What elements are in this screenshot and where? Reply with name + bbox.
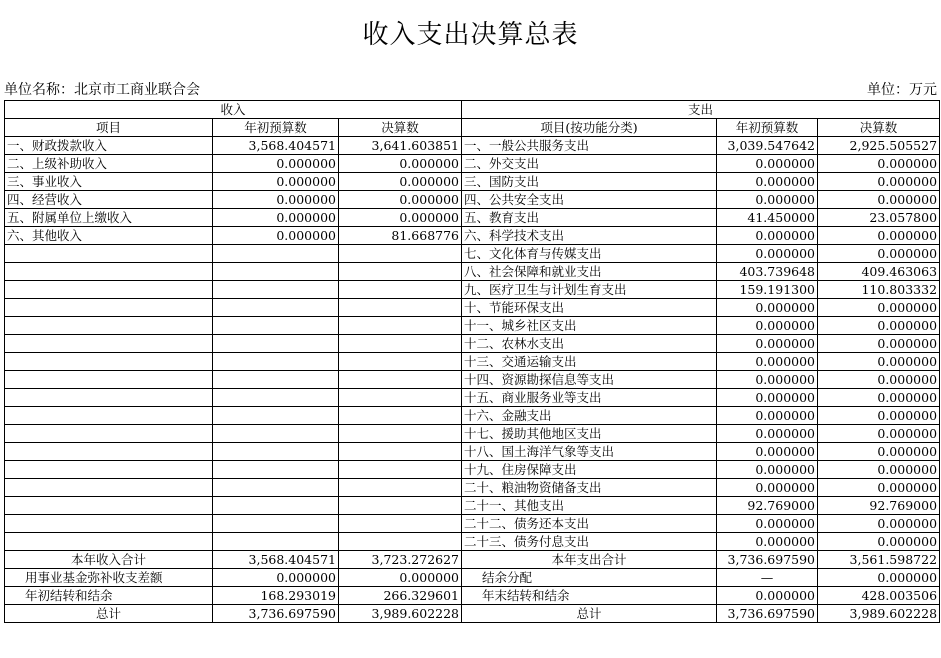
income-item: 三、事业收入 (5, 173, 213, 191)
expense-actual: 0.000000 (818, 371, 940, 389)
budget-table (4, 100, 940, 623)
expense-budget: 0.000000 (717, 191, 818, 209)
income-item (5, 479, 213, 497)
expense-item: 十二、农林水支出 (462, 335, 717, 353)
summary-row (5, 551, 940, 569)
expense-item: 年末结转和结余 (462, 587, 717, 605)
income-budget (213, 533, 339, 551)
expense-budget: 0.000000 (717, 299, 818, 317)
expense-item: 八、社会保障和就业支出 (462, 263, 717, 281)
income-budget: 0.000000 (213, 569, 339, 587)
col-header: 决算数 (339, 119, 462, 137)
income-actual (339, 497, 462, 515)
income-actual (339, 317, 462, 335)
table-row (5, 317, 940, 335)
expense-item: 十九、住房保障支出 (462, 461, 717, 479)
expense-actual: 0.000000 (818, 479, 940, 497)
income-item (5, 407, 213, 425)
income-actual: 0.000000 (339, 191, 462, 209)
table-row (5, 281, 940, 299)
expense-actual: 0.000000 (818, 407, 940, 425)
expense-actual: 0.000000 (818, 353, 940, 371)
income-budget (213, 263, 339, 281)
expense-item: 一、一般公共服务支出 (462, 137, 717, 155)
expense-actual: 0.000000 (818, 515, 940, 533)
table-row (5, 263, 940, 281)
income-item (5, 533, 213, 551)
table-row (5, 353, 940, 371)
income-item (5, 335, 213, 353)
table-row (5, 389, 940, 407)
expense-item: 六、科学技术支出 (462, 227, 717, 245)
income-actual: 0.000000 (339, 155, 462, 173)
table-row (5, 137, 940, 155)
expense-actual: 409.463063 (818, 263, 940, 281)
expense-item: 十四、资源勘探信息等支出 (462, 371, 717, 389)
summary-row (5, 587, 940, 605)
table-row (5, 443, 940, 461)
income-actual (339, 461, 462, 479)
expense-budget: 0.000000 (717, 173, 818, 191)
col-header: 项目 (5, 119, 213, 137)
income-budget (213, 281, 339, 299)
income-actual (339, 407, 462, 425)
income-budget (213, 299, 339, 317)
expense-budget: 0.000000 (717, 533, 818, 551)
expense-budget: — (717, 569, 818, 587)
expense-item: 四、公共安全支出 (462, 191, 717, 209)
expense-item: 结余分配 (462, 569, 717, 587)
expense-header: 支出 (462, 101, 940, 119)
expense-budget: 0.000000 (717, 461, 818, 479)
expense-actual: 110.803332 (818, 281, 940, 299)
income-actual (339, 371, 462, 389)
income-budget: 0.000000 (213, 173, 339, 191)
income-item: 本年收入合计 (5, 551, 213, 569)
expense-budget: 0.000000 (717, 227, 818, 245)
income-actual (339, 425, 462, 443)
table-row (5, 173, 940, 191)
expense-actual: 428.003506 (818, 587, 940, 605)
income-actual: 0.000000 (339, 569, 462, 587)
expense-actual: 0.000000 (818, 569, 940, 587)
income-actual: 81.668776 (339, 227, 462, 245)
expense-budget: 0.000000 (717, 515, 818, 533)
income-actual: 3,989.602228 (339, 605, 462, 623)
expense-budget: 0.000000 (717, 425, 818, 443)
expense-budget: 159.191300 (717, 281, 818, 299)
expense-budget: 0.000000 (717, 407, 818, 425)
table-row (5, 533, 940, 551)
expense-budget: 0.000000 (717, 389, 818, 407)
income-actual (339, 479, 462, 497)
income-budget (213, 317, 339, 335)
table-row (5, 407, 940, 425)
expense-actual: 0.000000 (818, 299, 940, 317)
income-actual (339, 533, 462, 551)
income-item (5, 389, 213, 407)
income-budget: 0.000000 (213, 155, 339, 173)
income-budget (213, 461, 339, 479)
expense-budget: 41.450000 (717, 209, 818, 227)
expense-actual: 0.000000 (818, 425, 940, 443)
expense-budget: 0.000000 (717, 317, 818, 335)
expense-budget: 0.000000 (717, 371, 818, 389)
income-item (5, 371, 213, 389)
income-actual (339, 281, 462, 299)
income-budget: 3,568.404571 (213, 551, 339, 569)
income-budget: 0.000000 (213, 191, 339, 209)
expense-actual: 0.000000 (818, 533, 940, 551)
income-actual: 3,641.603851 (339, 137, 462, 155)
expense-budget: 3,039.547642 (717, 137, 818, 155)
income-budget (213, 407, 339, 425)
expense-item: 十六、金融支出 (462, 407, 717, 425)
income-item: 一、财政拨款收入 (5, 137, 213, 155)
col-header: 年初预算数 (717, 119, 818, 137)
income-budget (213, 479, 339, 497)
income-item: 二、上级补助收入 (5, 155, 213, 173)
expense-item: 九、医疗卫生与计划生育支出 (462, 281, 717, 299)
expense-item: 十一、城乡社区支出 (462, 317, 717, 335)
income-budget: 168.293019 (213, 587, 339, 605)
expense-actual: 0.000000 (818, 191, 940, 209)
table-row (5, 299, 940, 317)
income-item (5, 281, 213, 299)
expense-budget: 0.000000 (717, 353, 818, 371)
table-row (5, 461, 940, 479)
expense-actual: 0.000000 (818, 245, 940, 263)
income-actual (339, 353, 462, 371)
expense-item: 总计 (462, 605, 717, 623)
income-item (5, 497, 213, 515)
income-item (5, 245, 213, 263)
income-item (5, 425, 213, 443)
income-item: 年初结转和结余 (5, 587, 213, 605)
income-budget: 3,568.404571 (213, 137, 339, 155)
income-budget (213, 371, 339, 389)
income-item (5, 317, 213, 335)
income-actual (339, 263, 462, 281)
expense-budget: 0.000000 (717, 479, 818, 497)
expense-item: 二、外交支出 (462, 155, 717, 173)
income-item (5, 299, 213, 317)
unit-name: 单位名称：北京市工商业联合会 (4, 82, 200, 98)
col-header: 年初预算数 (213, 119, 339, 137)
expense-actual: 0.000000 (818, 317, 940, 335)
expense-actual: 3,561.598722 (818, 551, 940, 569)
income-budget (213, 245, 339, 263)
income-actual: 0.000000 (339, 209, 462, 227)
income-actual (339, 515, 462, 533)
expense-item: 二十、粮油物资储备支出 (462, 479, 717, 497)
currency-unit: 单位：万元 (867, 82, 937, 98)
expense-budget: 3,736.697590 (717, 551, 818, 569)
income-actual: 3,723.272627 (339, 551, 462, 569)
table-row (5, 515, 940, 533)
section-header-row (5, 101, 940, 119)
expense-budget: 0.000000 (717, 335, 818, 353)
expense-item: 十五、商业服务业等支出 (462, 389, 717, 407)
table-row (5, 155, 940, 173)
expense-item: 二十一、其他支出 (462, 497, 717, 515)
income-item: 总计 (5, 605, 213, 623)
expense-actual: 0.000000 (818, 335, 940, 353)
expense-item: 二十三、债务付息支出 (462, 533, 717, 551)
income-actual: 266.329601 (339, 587, 462, 605)
income-budget (213, 353, 339, 371)
expense-item: 十、节能环保支出 (462, 299, 717, 317)
income-budget (213, 515, 339, 533)
expense-item: 五、教育支出 (462, 209, 717, 227)
expense-actual: 0.000000 (818, 173, 940, 191)
table-row (5, 191, 940, 209)
income-actual (339, 443, 462, 461)
expense-actual: 3,989.602228 (818, 605, 940, 623)
col-header: 项目(按功能分类) (462, 119, 717, 137)
expense-budget: 92.769000 (717, 497, 818, 515)
expense-actual: 92.769000 (818, 497, 940, 515)
expense-actual: 0.000000 (818, 389, 940, 407)
income-item: 四、经营收入 (5, 191, 213, 209)
income-budget (213, 497, 339, 515)
page-title: 收入支出决算总表 (362, 20, 579, 50)
income-item (5, 263, 213, 281)
expense-budget: 0.000000 (717, 245, 818, 263)
table-row (5, 245, 940, 263)
expense-budget: 0.000000 (717, 443, 818, 461)
income-budget (213, 425, 339, 443)
income-budget: 3,736.697590 (213, 605, 339, 623)
table-row (5, 209, 940, 227)
income-item (5, 353, 213, 371)
column-header-row (5, 119, 940, 137)
expense-actual: 0.000000 (818, 443, 940, 461)
income-actual (339, 389, 462, 407)
summary-row (5, 605, 940, 623)
income-item (5, 461, 213, 479)
income-item (5, 515, 213, 533)
summary-row (5, 569, 940, 587)
col-header: 决算数 (818, 119, 940, 137)
income-header: 收入 (5, 101, 462, 119)
expense-budget: 3,736.697590 (717, 605, 818, 623)
expense-budget: 403.739648 (717, 263, 818, 281)
table-row (5, 371, 940, 389)
expense-actual: 23.057800 (818, 209, 940, 227)
table-row (5, 335, 940, 353)
table-row (5, 497, 940, 515)
income-item: 五、附属单位上缴收入 (5, 209, 213, 227)
income-budget (213, 443, 339, 461)
expense-item: 七、文化体育与传媒支出 (462, 245, 717, 263)
income-budget: 0.000000 (213, 209, 339, 227)
income-budget: 0.000000 (213, 227, 339, 245)
table-row (5, 227, 940, 245)
expense-item: 本年支出合计 (462, 551, 717, 569)
expense-item: 十七、援助其他地区支出 (462, 425, 717, 443)
income-item (5, 443, 213, 461)
expense-item: 十八、国土海洋气象等支出 (462, 443, 717, 461)
income-actual: 0.000000 (339, 173, 462, 191)
table-row (5, 425, 940, 443)
income-budget (213, 389, 339, 407)
income-budget (213, 335, 339, 353)
table-row (5, 479, 940, 497)
expense-actual: 0.000000 (818, 227, 940, 245)
expense-budget: 0.000000 (717, 587, 818, 605)
income-actual (339, 335, 462, 353)
expense-actual: 0.000000 (818, 155, 940, 173)
expense-item: 二十二、债务还本支出 (462, 515, 717, 533)
income-item: 六、其他收入 (5, 227, 213, 245)
expense-item: 十三、交通运输支出 (462, 353, 717, 371)
expense-actual: 0.000000 (818, 461, 940, 479)
expense-actual: 2,925.505527 (818, 137, 940, 155)
income-actual (339, 299, 462, 317)
expense-budget: 0.000000 (717, 155, 818, 173)
income-actual (339, 245, 462, 263)
income-item: 用事业基金弥补收支差额 (5, 569, 213, 587)
expense-item: 三、国防支出 (462, 173, 717, 191)
